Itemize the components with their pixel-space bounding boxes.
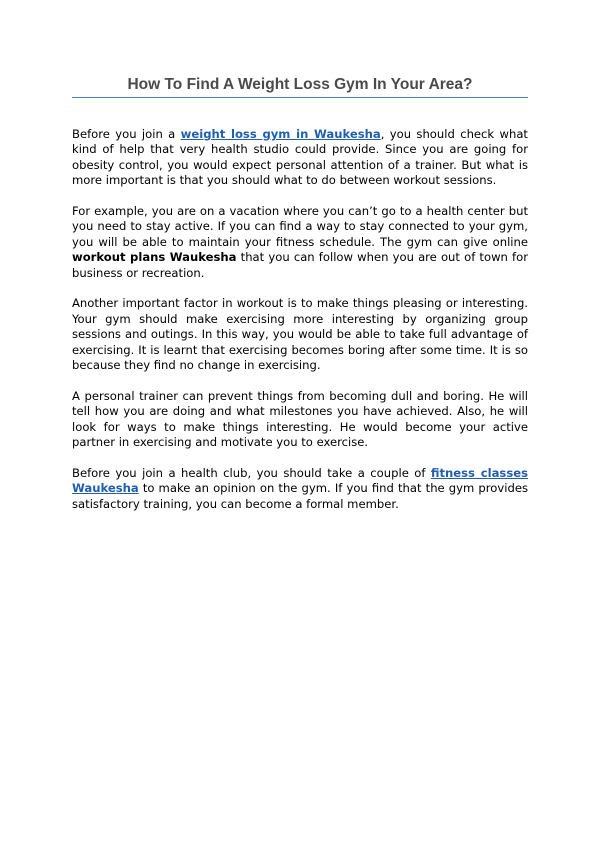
paragraph-5-text-a: Before you join a health club, you should take a couple of xyxy=(72,465,431,480)
paragraph-3: Another important factor in workout is to make things pleasing or interesting. Your gym should make exercising more interesting by organizing group sessions and outings. In this way, you would be able to take full advantage of exercising. It is learnt that exercising becomes boring after some time. It is so because they find no change in exercising. xyxy=(72,296,528,373)
paragraph-1 xyxy=(72,127,528,189)
bold-workout-plans: workout plans Waukesha xyxy=(72,250,237,265)
paragraph-2-text-a: For example, you are on a vacation where you can’t go to a health center but you need to stay active. If you can find a way to stay connected to your gym, you will be able to maintain your fitness schedule. The gym can give online xyxy=(72,204,528,249)
page-title: How To Find A Weight Loss Gym In Your Area? xyxy=(127,76,473,93)
paragraph-4: A personal trainer can prevent things from becoming dull and boring. He will tell how you are doing and what milestones you have achieved. Also, he will look for ways to make things interesting. He would become your active partner in exercising and motivate you to exercise. xyxy=(72,388,528,450)
paragraph-1-text-a: Before you join a xyxy=(72,127,181,141)
paragraph-5 xyxy=(72,466,528,512)
paragraph-1-text-b: , you should check what kind of help that very health studio could provide. Since you are going for obesity control, you would expect personal attention of a trainer. But what is more important is that you should what to do between workout sessions. xyxy=(72,127,528,188)
title-divider xyxy=(72,97,528,98)
article-body xyxy=(72,127,528,527)
paragraph-5-text-b: to make an opinion on the gym. If you find that the gym provides satisfactory training, you can become a formal member. xyxy=(72,481,528,511)
paragraph-2-text-b: that you can follow when you are out of town for business or recreation. xyxy=(72,250,528,280)
link-fitness-classes[interactable]: fitness classes Waukesha xyxy=(72,465,528,496)
paragraph-2 xyxy=(72,204,528,281)
link-weight-loss-gym[interactable]: weight loss gym in Waukesha xyxy=(180,127,381,141)
